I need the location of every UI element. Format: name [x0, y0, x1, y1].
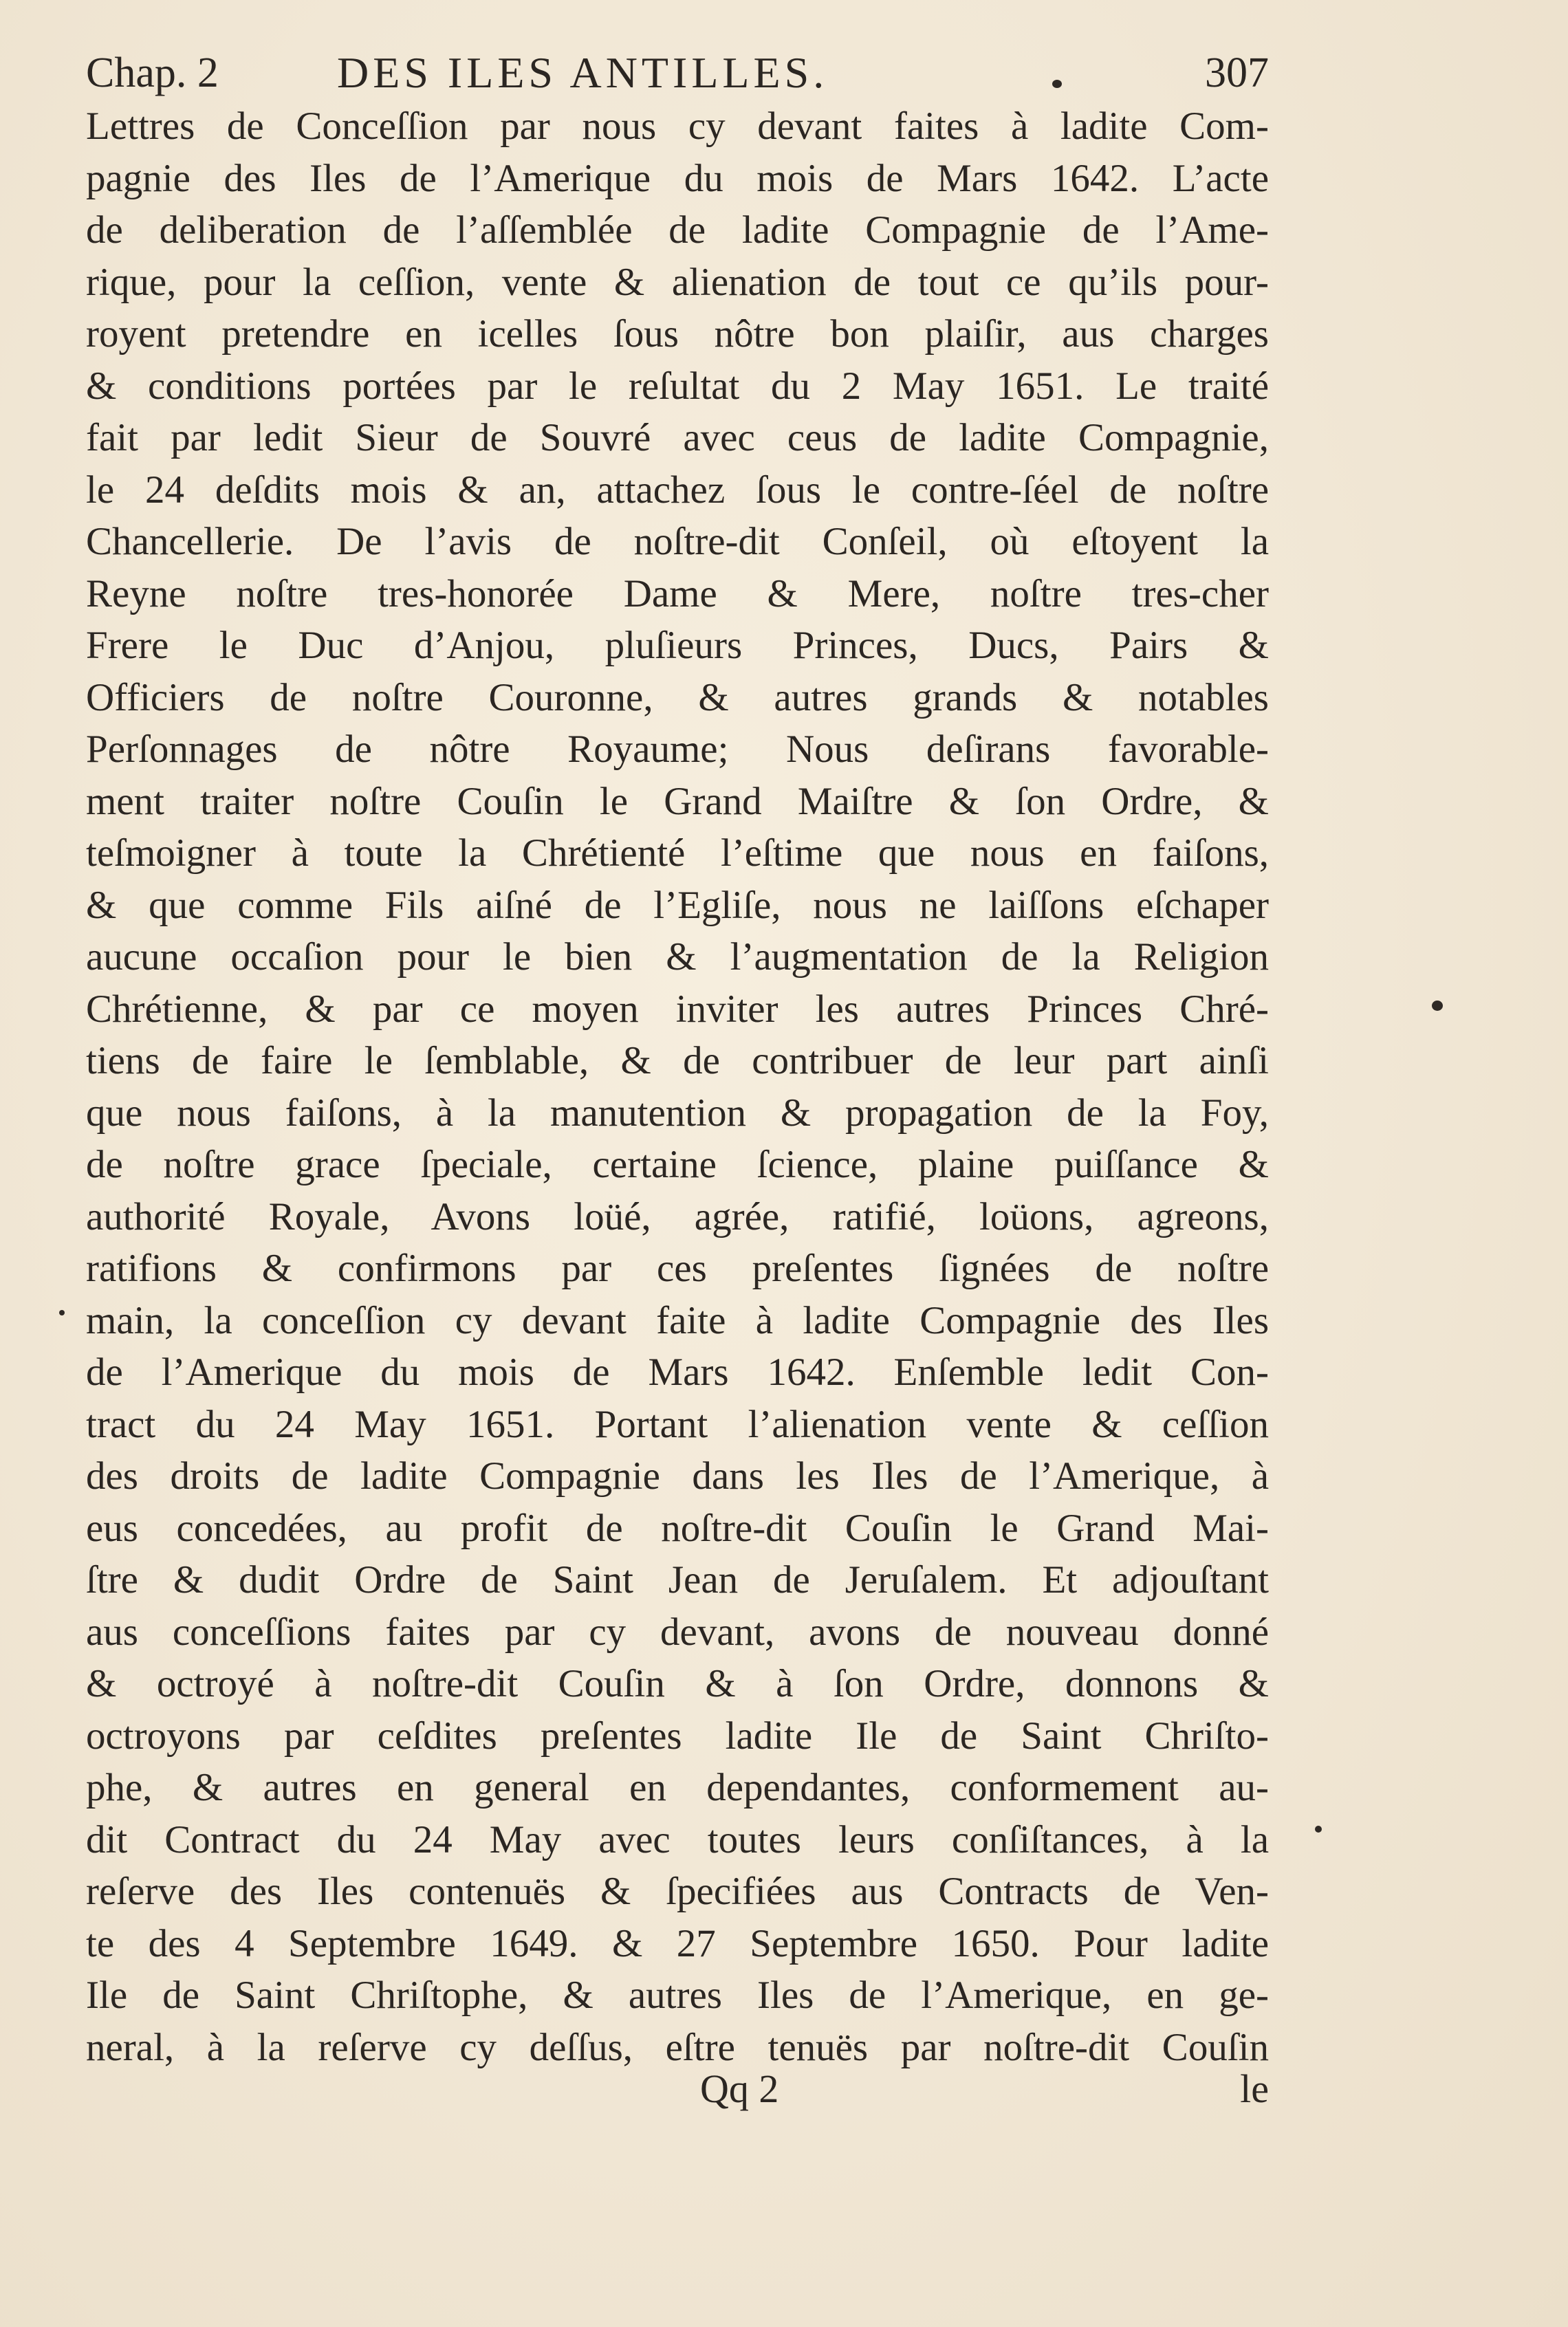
text-line: royent pretendre en icelles ſous nôtre bon plaiſir, aus charges — [86, 312, 1269, 356]
text-line: teſmoigner à toute la Chrétienté l’eſtime que nous en faiſons, — [86, 831, 1269, 875]
text-line: dit Contract du 24 May avec toutes leurs conſiſtances, à la — [86, 1817, 1269, 1861]
ink-speck — [59, 1310, 65, 1315]
catchword: le — [1240, 2066, 1269, 2111]
text-line: Frere le Duc d’Anjou, pluſieurs Princes, Ducs, Pairs & — [86, 624, 1269, 667]
text-line: Perſonnages de nôtre Royaume; Nous deſirans favorable- — [86, 728, 1269, 771]
text-line: fait par ledit Sieur de Souvré avec ceus de ladite Compagnie, — [86, 416, 1269, 459]
text-line: aus conceſſions faites par cy devant, avons de nouveau donné — [86, 1610, 1269, 1654]
text-line: reſerve des Iles contenuës & ſpecifiées aus Contracts de Ven- — [86, 1870, 1269, 1913]
text-line: de noſtre grace ſpeciale, certaine ſcience, plaine puiſſance & — [86, 1143, 1269, 1186]
text-line: & que comme Fils aiſné de l’Egliſe, nous ne laiſſons eſchaper — [86, 883, 1269, 927]
text-line: te des 4 Septembre 1649. & 27 Septembre 1650. Pour ladite — [86, 1921, 1269, 1965]
text-line: ment traiter noſtre Couſin le Grand Maiſtre & ſon Ordre, & — [86, 779, 1269, 823]
running-header — [86, 45, 1269, 100]
text-line: & conditions portées par le reſultat du 2 May 1651. Le traité — [86, 364, 1269, 408]
text-line: Chrétienne, & par ce moyen inviter les autres Princes Chré- — [86, 987, 1269, 1031]
page-number: 307 — [1205, 50, 1269, 96]
text-line: main, la conceſſion cy devant faite à ladite Compagnie des Iles — [86, 1298, 1269, 1342]
text-line: rique, pour la ceſſion, vente & alienation de tout ce qu’ils pour- — [86, 260, 1269, 304]
text-line: phe, & autres en general en dependantes, conformement au- — [86, 1766, 1269, 1809]
text-line: de deliberation de l’aſſemblée de ladite Compagnie de l’Ame- — [86, 208, 1269, 252]
text-line: le 24 deſdits mois & an, attachez ſous le contre-ſéel de noſtre — [86, 468, 1269, 512]
text-line: authorité Royale, Avons loüé, agrée, ratifié, loüons, agreons, — [86, 1194, 1269, 1238]
text-line: Reyne noſtre tres-honorée Dame & Mere, noſtre tres-cher — [86, 571, 1269, 615]
text-line: que nous faiſons, à la manutention & propagation de la Foy, — [86, 1091, 1269, 1135]
text-line: aucune occaſion pour le bien & l’augmentation de la Religion — [86, 935, 1269, 979]
text-line: Ile de Saint Chriſtophe, & autres Iles de l’Amerique, en ge- — [86, 1974, 1269, 2017]
text-line: & octroyé à noſtre-dit Couſin & à ſon Ordre, donnons & — [86, 1662, 1269, 1705]
text-line: octroyons par ceſdites preſentes ladite Ile de Saint Chriſto- — [86, 1714, 1269, 1758]
ink-speck — [1315, 1826, 1322, 1833]
text-line: Chancellerie. De l’avis de noſtre-dit Conſeil, où eſtoyent la — [86, 520, 1269, 563]
text-line: pagnie des Iles de l’Amerique du mois de Mars 1642. L’acte — [86, 156, 1269, 200]
text-line: tract du 24 May 1651. Portant l’alienation vente & ceſſion — [86, 1402, 1269, 1446]
running-title: DES ILES ANTILLES. — [337, 48, 829, 97]
text-line: des droits de ladite Compagnie dans les Iles de l’Amerique, à — [86, 1454, 1269, 1498]
text-line: ſtre & dudit Ordre de Saint Jean de Jeruſalem. Et adjouſtant — [86, 1558, 1269, 1602]
ink-speck — [1432, 1001, 1443, 1011]
ink-speck — [1052, 80, 1062, 88]
chapter-label: Chap. 2 — [86, 50, 219, 96]
signature-mark: Qq 2 — [700, 2066, 779, 2111]
body-text — [86, 100, 1269, 2073]
text-line: Lettres de Conceſſion par nous cy devant faites à ladite Com- — [86, 105, 1269, 148]
text-line: eus concedées, au profit de noſtre-dit Couſin le Grand Mai- — [86, 1506, 1269, 1550]
text-line: de l’Amerique du mois de Mars 1642. Enſemble ledit Con- — [86, 1351, 1269, 1394]
text-line: ratifions & confirmons par ces preſentes ſignées de noſtre — [86, 1247, 1269, 1290]
text-line: tiens de faire le ſemblable, & de contribuer de leur part ainſi — [86, 1039, 1269, 1082]
text-line: neral, à la reſerve cy deſſus, eſtre tenuës par noſtre-dit Couſin — [86, 2025, 1269, 2069]
text-line: Officiers de noſtre Couronne, & autres grands & notables — [86, 675, 1269, 719]
page-footer — [86, 2062, 1269, 2117]
